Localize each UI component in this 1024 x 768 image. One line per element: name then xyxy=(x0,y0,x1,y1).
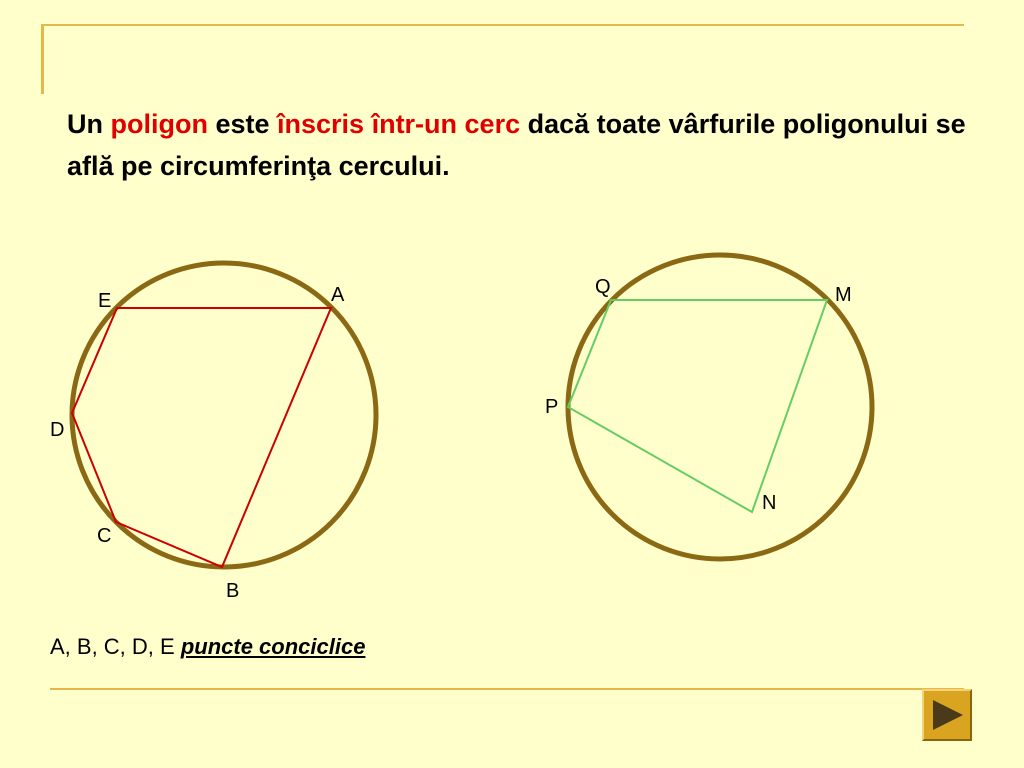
definition-term-inscris: înscris într-un cerc xyxy=(277,109,521,139)
vertex-label-c: C xyxy=(97,525,112,547)
vertex-label-a: A xyxy=(331,284,345,306)
vertex-label-n: N xyxy=(762,492,777,514)
definition-word-este: este xyxy=(207,109,278,139)
play-icon xyxy=(933,700,963,730)
caption-concyclic-points xyxy=(50,634,365,660)
vertex-label-e: E xyxy=(98,290,112,312)
vertex-label-q: Q xyxy=(595,276,611,298)
vertex-label-p: P xyxy=(545,396,559,418)
vertex-label-d: D xyxy=(50,419,65,441)
definition-rest: dacă toate vârfurile poligonului se află pe circumferinţa cercului. xyxy=(67,109,966,181)
caption-term: puncte conciclice xyxy=(180,634,366,659)
caption-points: A, B, C, D, E xyxy=(50,634,181,659)
vertex-label-m: M xyxy=(835,284,852,306)
right-figure xyxy=(545,255,872,559)
decorative-bottom-line xyxy=(50,688,964,690)
definition-word-un: Un xyxy=(67,109,111,139)
left-figure xyxy=(50,263,376,602)
definition-term-poligon: poligon xyxy=(110,109,208,139)
vertex-label-b: B xyxy=(226,580,240,602)
next-slide-button[interactable] xyxy=(922,689,972,741)
quadrilateral-qmnp xyxy=(568,300,827,512)
